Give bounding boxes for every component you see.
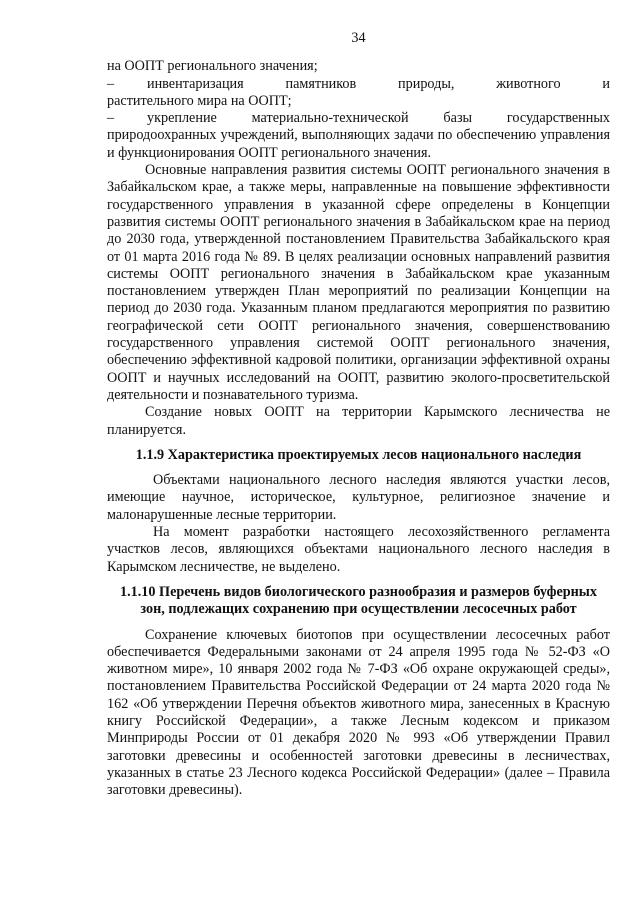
list-item-text: укрепление материально-технической базы государственных <box>147 110 610 127</box>
paragraph-heritage-objects: Объектами национального лесного наследия являются участки лесов, имеющие научное, историческое, культурное, религиозное значение и малонарушенные лесные территории. <box>107 472 610 523</box>
list-dash: – <box>107 110 115 127</box>
list-dash: – <box>107 75 115 92</box>
list-item-continuation: природоохранных учреждений, выполняющих задачи по обеспечению управления и функционирования ООПТ регионального значения. <box>107 127 610 161</box>
list-item-strengthening <box>107 110 610 127</box>
paragraph-biotopes: Сохранение ключевых биотопов при осуществлении лесосечных работ обеспечивается Федеральными законами от 24 апреля 1995 года № 52-ФЗ «О животном мире», 10 января 2002 года № 7-ФЗ «Об охране окружающей среды», постановлением Правительства Российской Федерации от 24 марта 2020 года № 162 «Об утверждении Перечня объектов животного мира, занесенных в Красную книгу Российской Федерации», а также Лесным кодексом и приказом Минприроды России от 01 декабря 2020 № 993 «Об утверждении Правил заготовки древесины и особенностей заготовки древесины в лесничествах, указанных в статье 23 Лесного кодекса Российской Федерации» (далее – Правила заготовки древесины). <box>107 626 610 799</box>
list-item-continuation: растительного мира на ООПТ; <box>107 92 292 109</box>
paragraph-directions: Основные направления развития системы ООПТ регионального значения в Забайкальском крае, а также меры, направленные на повышение эффективности государственного управления в указанной сфере определены в Концепции развития системы ООПТ регионального значения в Забайкальском крае на период до 2030 года, утвержденной постановлением Правительства Забайкальского края от 01 марта 2016 года № 89. В целях реализации основных направлений развития системы ООПТ регионального значения в Забайкальском крае указанным постановлением утвержден План мероприятий по реализации Концепции на период до 2030 года. Указанным планом предлагаются мероприятия по развитию географической сети ООПТ регионального значения, совершенствованию государственного управления системой ООПТ регионального значения, обеспечению эффективной кадровой политики, организации эффективной охраны ООПТ и научных исследований на ООПТ, развитию эколого-просветительской деятельности и познавательного туризма. <box>107 162 610 403</box>
paragraph-new-oopt: Создание новых ООПТ на территории Карымского лесничества не планируется. <box>107 404 610 438</box>
section-heading-1-1-9: 1.1.9 Характеристика проектируемых лесов национального наследия <box>135 446 582 463</box>
paragraph-continuation: на ООПТ регионального значения; <box>107 58 318 75</box>
list-item-text: инвентаризация памятников природы, животного и <box>147 75 610 92</box>
section-heading-1-1-10: 1.1.10 Перечень видов биологического разнообразия и размеров буферных зон, подлежащих сохранению при осуществлении лесосечных работ <box>120 583 597 618</box>
page-number: 34 <box>351 30 366 46</box>
list-item-inventory <box>107 76 610 93</box>
paragraph-heritage-none: На момент разработки настоящего лесохозяйственного регламента участков лесов, являющихся объектами национального лесного наследия в Карымском лесничестве, не выделено. <box>107 524 610 575</box>
